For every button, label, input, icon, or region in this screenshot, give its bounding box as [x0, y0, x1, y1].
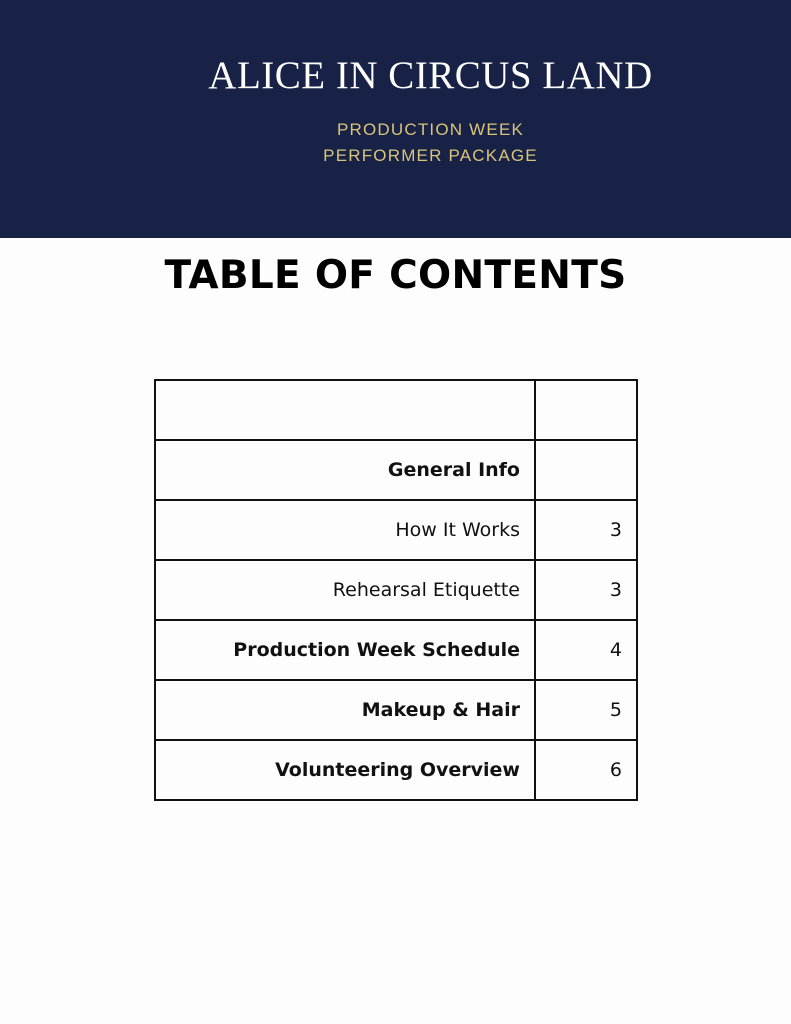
subtitle-line-2: PERFORMER PACKAGE: [323, 146, 538, 165]
document-title: ALICE IN CIRCUS LAND: [208, 54, 653, 97]
toc-row-how-it-works: [155, 500, 637, 560]
toc-entry-page: 5: [535, 680, 637, 740]
toc-entry-page: 4: [535, 620, 637, 680]
toc-row-general-info: [155, 440, 637, 500]
toc-entry-page: 3: [535, 500, 637, 560]
toc-entry-label: Makeup & Hair: [155, 680, 535, 740]
toc-row-blank: [155, 380, 637, 440]
toc-entry-label: General Info: [155, 440, 535, 500]
toc-entry-page: 6: [535, 740, 637, 800]
toc-row-production-week-schedule: [155, 620, 637, 680]
toc-entry-label: How It Works: [155, 500, 535, 560]
toc-entry-label: [155, 380, 535, 440]
toc-entry-label: Production Week Schedule: [155, 620, 535, 680]
header-banner: [0, 0, 791, 238]
toc-row-makeup-hair: [155, 680, 637, 740]
toc-row-rehearsal-etiquette: [155, 560, 637, 620]
toc-entry-page: [535, 440, 637, 500]
toc-entry-page: 3: [535, 560, 637, 620]
toc-heading: TABLE OF CONTENTS: [164, 253, 627, 298]
toc-entry-label: Volunteering Overview: [155, 740, 535, 800]
toc-row-volunteering-overview: [155, 740, 637, 800]
subtitle-line-1: PRODUCTION WEEK: [336, 120, 525, 139]
toc-entry-page: [535, 380, 637, 440]
toc-table: [154, 379, 638, 801]
toc-entry-label: Rehearsal Etiquette: [155, 560, 535, 620]
